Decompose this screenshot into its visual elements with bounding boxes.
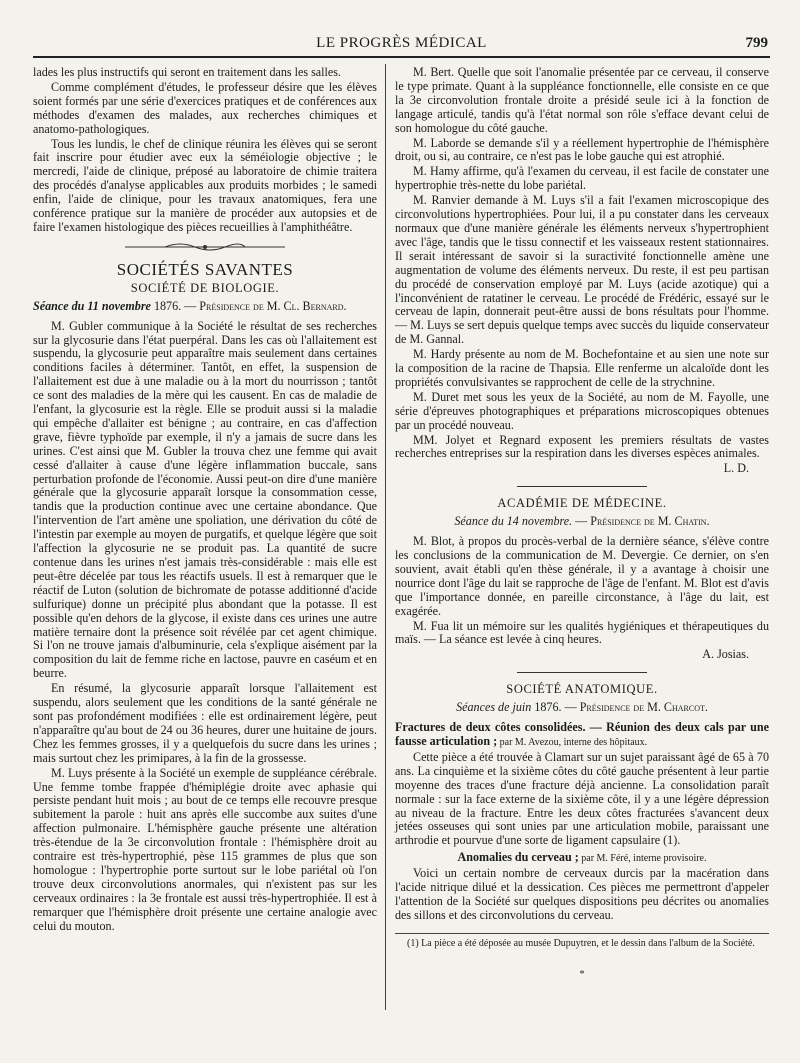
paragraph: Comme complément d'études, le professeur désire que les élèves soient formés par une série d'exercices pratiques et de conférences aux méthodes d'examen des malades, aux recherches chimiques et anatomo-pathologiques. [33,79,377,136]
ornament-divider [33,241,377,253]
paragraph: M. Blot, à propos du procès-verbal de la dernière séance, s'élève contre les conclusions de la communication de M. Devergie. Ce dernier, on s'en souvient, avait établi qu'en thèse générale, il y a avantage à choisir une nourrice dont l'âge du lait se rapproche de l'âge de l'enfant. M. Blot est d'avis que l'importance donnée, en pareille circonstance, à l'âge du lait, est exagérée. [395,534,769,618]
section-title: SOCIÉTÉS SAVANTES [116,259,294,279]
seance-line [33,300,377,314]
section-divider [517,672,647,673]
footnote: (1) La pièce a été déposée au musée Dupuytren, et le dessin dans l'album de la Société. [407,937,755,949]
academy-title: ACADÉMIE DE MÉDECINE. [497,496,667,511]
right-column [395,66,769,982]
paragraph: M. Hardy présente au nom de M. Bochefontaine et au sien une note sur la composition de la racine de Thapsia. Elle renferme un alcaloïde dont les propriétés convulsivantes se rapprochent de celle de la strychnine. [395,347,769,389]
printer-mark: * [579,968,585,980]
seance-presidence: 1876. — Présidence de M. Cl. Bernard. [150,298,347,313]
article-title: Fractures de deux côtes consolidées. — Réunion des deux cals par une fausse articulation ; [395,720,769,748]
left-column [33,66,377,934]
seance-date: Séance du 14 novembre. [454,514,573,529]
article-author: par M. Avezou, interne des hôpitaux. [497,736,648,748]
seance-line [395,701,769,715]
paragraph: M. Duret met sous les yeux de la Société, au nom de M. Fayolle, une série d'épreuves photographiques et préparations microscopiques obtenues par un procédé nouveau. [395,389,769,432]
article-author: par M. Féré, interne provisoire. [578,853,707,865]
seance-line [395,515,769,529]
seance-date: Séances de juin [456,700,532,715]
article-title: Anomalies du cerveau ; [457,850,579,865]
column-divider [385,64,386,1010]
page-number: 799 [745,35,768,51]
paragraph: Voici un certain nombre de cerveaux durcis par la macération dans l'acide nitrique dilué et la dessication. Ces pièces me permettront d'appeler l'attention de la Société sur quelques dispositions peu décrites ou anomalies des sillons et des circonvolutions du cerveau. [395,866,769,922]
paragraph: En résumé, la glycosurie apparaît lorsque l'allaitement est suspendu, alors seulement que les conditions de la santé générale ne sont pas profondément modifiées : elle est ordinairement légère, peut n'apparaître qu'au bout de 24 ou 36 heures, durer une huitaine de jours. Chez les femmes grosses, il y a quelquefois du sucre dans les urines ; mais surtout chez les primipares, à la fin de la grossesse. [33,681,377,765]
paragraph: MM. Jolyet et Regnard exposent les premiers résultats de vastes recherches entreprises sur la respiration dans les diverses espèces animales. [395,432,769,461]
journal-title: LE PROGRÈS MÉDICAL [316,35,487,51]
paragraph: M. Hamy affirme, qu'à l'examen du cerveau, il est facile de constater une hypertrophie très-nette du lobe pariétal. [395,164,769,193]
signature: A. Josias. [702,647,749,662]
article-heading [395,851,769,866]
seance-date: Séance du 11 novembre [33,298,151,313]
paragraph: M. Luys présente à la Société un exemple de suppléance cérébrale. Une femme tombe frappée d'hémiplégie droite avec aphasie qui persiste pendant huit mois ; au bout de ce temps elle recouvre presque subitement la parole : huit ans après elle succombe aux suites d'une affection pulmonaire. L'hémisphère gauche présente une altération très-étendue de la 3e circonvolution frontale : l'hémisphère droit au contraire est très-hypertrophié, pèse 115 grammes de plus que son homologue : l'hypertrophie porte surtout sur le lobe pariétal où l'on trouve deux circonvolutions anormales, qui n'existent pas sur les cerveaux ordinaires : la 3e frontale est aussi très-hypertrophiée. Il est à remarquer que l'hémisphère droit présente une certaine analogie avec celui du mouton. [33,765,377,933]
paragraph: M. Bert. Quelle que soit l'anomalie présentée par ce cerveau, il conserve le type primate. Quant à la suppléance fonctionnelle, elle consiste en ce que la 3e circonvolution frontale droite a présidé seule ici à la fonction de langage articulé, tandis qu'à l'état normal son rôle s'efface devant celui de son homologue du côté gauche. [395,65,769,135]
footnote-rule [395,933,769,934]
society-title: SOCIÉTÉ DE BIOLOGIE. [130,280,280,295]
paragraph: Tous les lundis, le chef de clinique réunira les élèves qui se seront fait inscrire pour étudier avec eux la séméiologie objective ; le mercredi, l'aide de clinique, préposé au laboratoire de chimie traitera des procédés d'analyse applicables aux produits morbides ; le samedi enfin, l'aide de clinique, pour les travaux anatomiques, fera une conférence pratique sur la manière de procéder aux autopsies et de faire l'examen histologique des pièces recueillies à l'amphithéâtre. [33,136,377,234]
paragraph: M. Laborde se demande s'il y a réellement hypertrophie de l'hémisphère droit, ou si, au contraire, ce n'est pas le lobe gauche qui est atrophié. [395,135,769,164]
seance-presidence: — Présidence de M. Chatin. [572,514,710,529]
paragraph: M. Gubler communique à la Société le résultat de ses recherches sur la glycosurie dans l'état puerpéral. Dans les cas où l'allaitement est suspendu, la glycosurie peut apparaître mais seulement dans certaines conditions faciles à déterminer. Tantôt, en effet, la suspension de l'allaitement est due à une maladie ou à la mort du nourrisson ; tantôt ce sont des maladies de la mère qui les causent. En cas de maladie de l'enfant, la glycosurie est la règle. Elle se produit aussi si la maladie qui empêche d'allaiter est bénigne ; au contraire, en cas d'affection grave, fièvre typhoïde par exemple, il n'y a jamais de sucre dans les urines. C'est ainsi que M. Gubler la trouva chez une femme qui avait cessé d'allaiter à cause d'une légère inflammation buccale, sans perturbation profonde de l'économie. Aussi peut-on dire d'une manière générale que la glycosurie apparaît lorsque la consommation cesse, tandis que la production continue avec une certaine abondance. Que l'intervention de l'art amène une spoliation, une dérivation du côté de l'intestin par exemple au moyen de purgatifs, et quelque légère que soit l'affection la glycosurie ne se produit pas. La quantité de sucre contenue dans les urines n'est jamais très-considérable : mais elle est peut-être décelée par tous les réactifs usuels. Il est à remarquer que le réactif de Luton (solution de bichromate de potasse additionné d'acide sulfurique) donne un précipité plus abondant que la potasse. Il est possible qu'en dehors de la glycose, il existe dans ces urines une autre matière ternaire dont la présence soit révélée par cet agent chimique. Si l'on ne trouve jamais d'albuminurie, cela s'explique aisément par la composition du lait de femme riche en lactose, pauvre en caséum et en beurre. [33,318,377,681]
section-divider [517,486,647,487]
seance-presidence: 1876. — Présidence de M. Charcot. [531,700,708,715]
paragraph: M. Ranvier demande à M. Luys s'il a fait l'examen microscopique des circonvolutions hypertrophiées. Pour lui, il a pu constater dans les cerveaux normaux que d'une manière générale les éléments nerveux s'hypertrophient avec l'âge, tandis que le tissu connectif et les vaisseaux restent stationnaires. Il serait intéressant de savoir si la suractivité fonctionnelle amène une augmentation de volume des éléments nerveux. Du reste, il est peu partisan du procédé de conservation employé par M. Luys (acide azotique) qui a l'inconvénient de ratatiner le cerveau. Le procédé de Frédéric, essayé sur le cerveau de lapin, donnerait peut-être aussi de bons résultats pour l'homme. — M. Luys se sert depuis quelque temps avec succès du liquide conservateur de M. Gannal. [395,193,769,347]
signature: L. D. [723,461,749,476]
page-header [33,34,770,58]
paragraph: M. Fua lit un mémoire sur les qualités hygiéniques et thérapeutiques du maïs. — La séance est levée à cinq heures. [395,618,769,647]
anatomique-title: SOCIÉTÉ ANATOMIQUE. [506,682,658,697]
paragraph: lades les plus instructifs qui seront en traitement dans les salles. [33,65,341,79]
article-heading [395,721,769,750]
paragraph: Cette pièce a été trouvée à Clamart sur un sujet paraissant âgé de 65 à 70 ans. La cinquième et la sixième côtes du côté gauche présentent à leur partie moyenne des traces d'une fracture déjà ancienne. La consolidation paraît normale : sur la face externe de la sixième côte, il y a une légère dépression au niveau de la fracture. Entre les deux côtes fracturées s'avancent deux jetées osseuses qui sont unies par une articulation mobile, paraissant une arthrodie et pourvue d'une sorte de ligament capsulaire (1). [395,749,769,848]
